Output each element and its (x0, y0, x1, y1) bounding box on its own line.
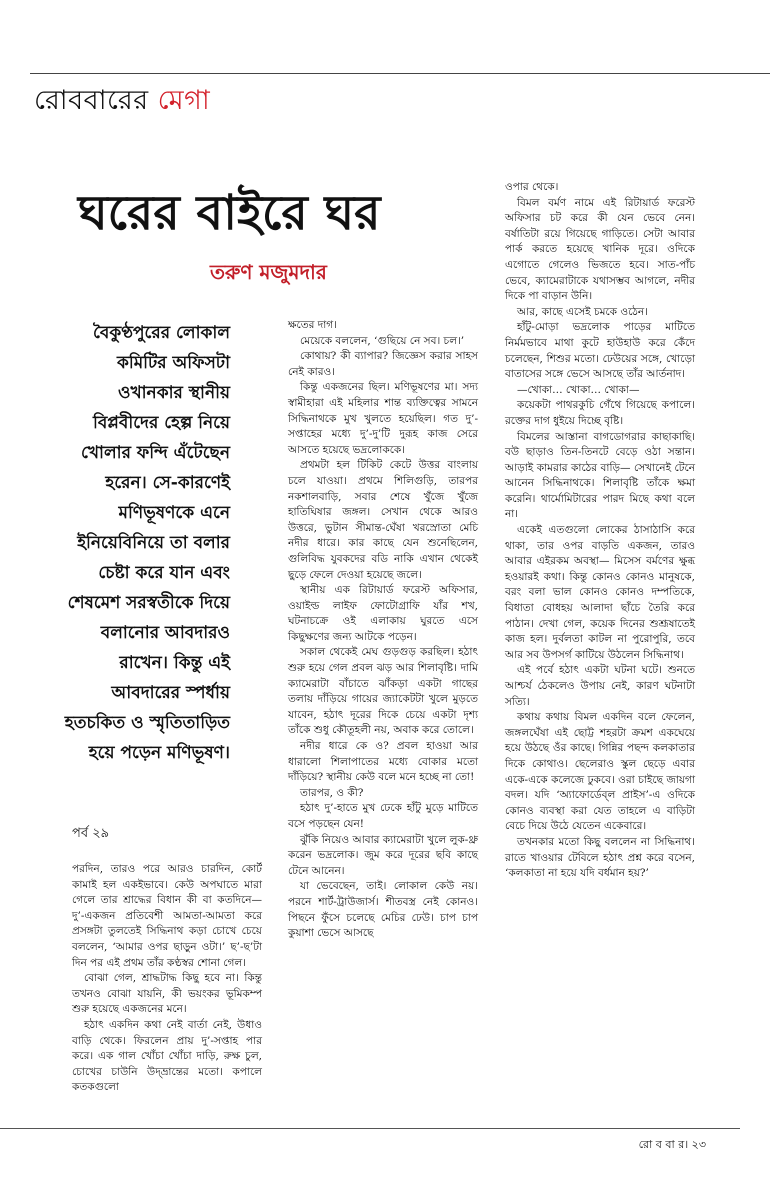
paragraph: আর, কাছে এসেই চমকে ওঠেন। (517, 305, 648, 318)
paragraph: যা ভেবেছেন, তাই। লোকাল কেউ নয়। পরনে শার্ট-ট্রাউজার্স। শীতবস্ত্র নেই কোনও। পিছনে ফুঁসে চলেছে মেচির ঢেউ। চাপ চাপ কুয়াশা ভেসে আসছে (288, 880, 478, 940)
paragraph: কয়েকটা পাথরকুচি গেঁথে গিয়েছে কপালে। রক্তের দাগ ধুইয়ে দিচ্ছে বৃষ্টি। (505, 399, 695, 427)
paragraph: হঠাৎ দু’-হাতে মুখ ঢেকে হাঁটু মুড়ে মাটিতে বসে পড়ছেন যেন! (288, 802, 478, 830)
paragraph: এই পর্বে হঠাৎ একটা ঘটনা ঘটে। শুনতে আশ্চর্য ঠেকলেও উপায় নেই, কারণ ঘটনাটা সত্যি। (505, 664, 695, 708)
intro-summary: বৈকুণ্ঠপুরের লোকাল কমিটির অফিসটা ওখানকার স্থানীয় বিপ্লবীদের হেল্প নিয়ে খোলার ফন্দি এঁটেছেন হরেন। সে-কারণেই মণিভূষণকে এনে ইনিয়েবিনিয়ে তা বলার চেষ্টা করে যান এবং শেষমেশ সরস্বতীকে দিয়ে বলানোর আবদারও রাখেন। কিন্তু এই আবদারের স্পর্ধায় হতচকিত ও স্মৃতিতাড়িত হয়ে পড়েন মণিভূষণ। (64, 323, 230, 763)
section-label-highlight: মেগা (157, 85, 211, 116)
body-column-1 (72, 862, 262, 1096)
paragraph: প্রথমটা হল টিকিট কেটে উত্তর বাংলায় চলে যাওয়া। প্রথমে শিলিগুড়ি, তারপর নকশালবাড়ি, সবার শেষে খুঁজে খুঁজে হাতিঘিষার জঙ্গল। সেখান থেকে আরও উত্তরে, ভুটান সীমান্ত-ঘেঁষা খরস্রোতা মেচি নদীর ধারে। কার কাছে যেন শুনেছিলেন, গুলিবিদ্ধ যুবকদের বডি নাকি এখান থেকেই ছুড়ে ফেলে দেওয়া হয়েছে জলে। (288, 459, 478, 581)
paragraph: ওপার থেকে। (505, 181, 559, 193)
paragraph: সকাল থেকেই মেঘ গুড়গুড় করছিল। হঠাৎ শুরু হয়ে গেল প্রবল ঝড় আর শিলাবৃষ্টি। দামি ক্যামেরাটা বাঁচাতে ঝাঁকড়া একটা গাছের তলায় দাঁড়িয়ে গায়ের জ্যাকেটটা খুলে মুড়তে যাবেন, হঠাৎ দূরের দিকে চেয়ে একটা দৃশ্য তাঁকে শুধু কৌতূহলী নয়, অবাক করে তোলে। (288, 646, 478, 737)
paragraph: ঝুঁকি নিয়েও আবার ক্যামেরাটা খুলে লুক-থ্রু করেন ভদ্রলোক। জুম করে দূরের ছবি কাছে টেনে আনেন। (288, 833, 478, 877)
author-name: তরুণ মজুমদার (210, 260, 327, 284)
episode-label: পর্ব ২৯ (72, 826, 110, 841)
paragraph: হাঁটু-মোড়া ভদ্রলোক পাড়ের মাটিতে নির্মমভাবে মাথা কুটে হাউহাউ করে কেঁদে চলেছেন, শিশুর মতো। ঢেউয়ের সঙ্গে, খোড়ো বাতাসের সঙ্গে ভেসে আসছে তাঁর আর্তনাদ। (505, 321, 695, 381)
paragraph: —খোকা… খোকা… খোকা— (517, 383, 640, 396)
paragraph: স্থানীয় এক রিটায়ার্ড ফরেস্ট অফিসার, ওয়াইল্ড লাইফ ফোটোগ্রাফি যাঁর শখ, ঘটনাচক্রে ওই এলাকায় ঘুরতে এসে কিছুক্ষণের জন্য আটকে পড়েন। (288, 584, 478, 643)
paragraph: একেই এতগুলো লোকের ঠাসাঠাসি করে থাকা, তার ওপর বাড়তি একজন, তারও আবার এইরকম অবস্থা— মিসেস বর্মণের ক্ষুব্ধ হওয়ারই কথা। কিন্তু কোনও কোনও মানুষকে, বরং বলা ভাল কোনও কোনও দম্পতিকে, বিধাতা বোধহয় আলাদা ছাঁচে তৈরি করে পাঠান। দেখা গেল, কয়েক দিনের শুশ্রূষাতেই কাজ হল। দুর্বলতা কাটল না পুরোপুরি, তবে আর সব উপসর্গ কাটিয়ে উঠলেন সিদ্ধিনাথ। (505, 524, 695, 661)
page-folio: রো ব বা র। ২৩ (638, 1138, 706, 1151)
top-rule (30, 73, 770, 74)
paragraph: বোঝা গেল, শ্রাদ্ধটাদ্ধ কিছু হবে না। কিন্তু তখনও বোঝা যায়নি, কী ভয়ংকর ভূমিকম্প শুরু হয়েছে একজনের মনে। (72, 972, 262, 1016)
paragraph: কথায় কথায় বিমল একদিন বলে ফেলেন, জঙ্গলঘেঁষা এই ছোট্ট শহরটা ক্রমশ একঘেয়ে হয়ে উঠছে ওঁর কাছে। গিন্নির পছন্দ কলকাতার দিকে কোথাও। ছেলেরাও স্কুল ছেড়ে এবার একে-একে কলেজে ঢুকবে। ওরা চাইছে জায়গা বদল। যদি ‘অ্যাফোর্ডেব্‌ল প্রাইস’-এ ওদিকে কোনও ব্যবস্থা করা যেত তাহলে এ বাড়িটা বেচে দিয়ে উঠে যেতেন একেবারে। (505, 711, 695, 833)
paragraph: বিমল বর্মণ নামে এই রিটায়ার্ড ফরেস্ট অফিসার চট করে কী যেন ভেবে নেন। বর্ষাতিটা রয়ে গিয়েছে গাড়িতে। সেটা আবার পার্ক করতে হয়েছে খানিক দূরে। ওদিকে এগোতে গেলেও ভিজতে হবে। সাত-পাঁচ ভেবে, ক্যামেরাটাকে যথাসম্ভব আগলে, নদীর দিকে পা বাড়ান উনি। (505, 196, 695, 303)
section-header (34, 80, 210, 125)
story-title: ঘরের বাইরে ঘর (78, 185, 381, 241)
bottom-rule (0, 1128, 740, 1129)
body-column-3 (505, 180, 695, 882)
paragraph: হঠাৎ একদিন কথা নেই বার্তা নেই, উধাও বাড়ি থেকে। ফিরলেন প্রায় দু’-সপ্তাহ পার করে। এক গাল খোঁচা খোঁচা দাড়ি, রুক্ষ চুল, চোখের চাউনি উদ্‌ভ্রান্তের মতো। কপালে কতকগুলো (72, 1018, 262, 1094)
paragraph: মেয়েকে বললেন, ‘গুছিয়ে নে সব। চল।’ (300, 334, 465, 347)
paragraph: নদীর ধারে কে ও? প্রবল হাওয়া আর ধারালো শিলাপাতের মধ্যে বোকার মতো দাঁড়িয়ে? স্থানীয় কেউ বলে মনে হচ্ছে না তো! (288, 740, 478, 784)
paragraph: কোথায়? কী ব্যাপার? জিজ্ঞেস করার সাহস নেই কারও। (288, 350, 478, 378)
section-label: রোববারের (34, 85, 149, 116)
paragraph: পরদিন, তারও পরে আরও চারদিন, কোর্ট কামাই হল একইভাবে। কেউ অপঘাতে মারা গেলে তার শ্রাদ্ধের বিধান কী বা কতদিনে— দু’-একজন প্রতিবেশী আমতা-আমতা করে প্রসঙ্গটা তুলতেই সিদ্ধিনাথ কড়া চোখে চেয়ে বললেন, ‘আমার ওপর ছাড়ুন ওটা।’ ছ’-ছ’টা দিন পর এই প্রথম তাঁর কণ্ঠস্বর শোনা গেল। (72, 863, 262, 969)
paragraph: কিন্তু একজনের ছিল। মণিভূষণের মা। সদ্য স্বামীহারা এই মহিলার শান্ত ব্যক্তিত্বের সামনে সিদ্ধিনাথকে মুখ খুলতে হয়েছিল। গত দু’-সপ্তাহের মধ্যে দু’-দু’টি দুরূহ কাজ সেরে আসতে হয়েছে ভদ্রলোককে। (288, 381, 478, 456)
paragraph: বিমলের আস্তানা বাগডোগরার কাছাকাছি। বউ ছাড়াও তিন-তিনটে বেড়ে ওঠা সন্তান। আড়াই কামরার কাঠের বাড়ি— সেখানেই টেনে আনেন সিদ্ধিনাথকে। শিলাবৃষ্টি তাঁকে ক্ষমা করেনি। থার্মোমিটারের পারদ মিছে কথা বলে না। (505, 430, 695, 521)
paragraph: ক্ষতের দাগ। (288, 319, 337, 331)
body-column-2 (288, 318, 478, 942)
paragraph: তখনকার মতো কিছু বললেন না সিদ্ধিনাথ। রাতে খাওয়ার টেবিলে হঠাৎ প্রশ্ন করে বসেন, ‘কলকাতা না হয়ে যদি বর্ধমান হয়?’ (505, 835, 695, 880)
paragraph: তারপর, ও কী? (300, 786, 364, 799)
